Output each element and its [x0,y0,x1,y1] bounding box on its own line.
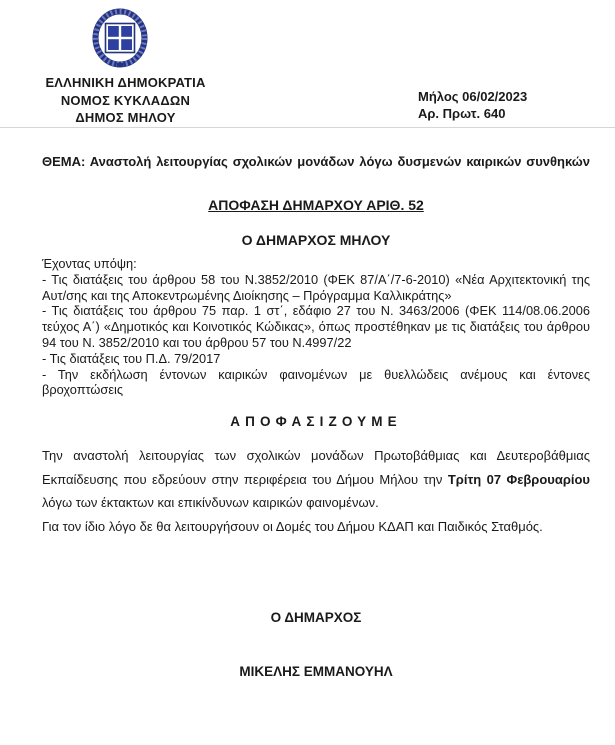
decision-paragraph-1 [42,444,590,515]
decision-date-bold: Τρίτη 07 Φεβρουαρίου [447,471,591,487]
decision-text-part1: Την αναστολή λειτουργίας των σχολικών μονάδων Πρωτοβάθμιας και Δευτεροβάθμιας Εκπαίδευσης που εδρεύουν στην περιφέρεια του Δήμου Μήλου την [42,448,590,487]
decision-text-part2: λόγω των έκτακτων και επικίνδυνων καιρικών φαινομένων. [42,495,379,510]
decision-paragraph-2: Για τον ίδιο λόγο δε θα λειτουργήσουν οι Δομές του Δήμου ΚΔΑΠ και Παιδικός Σταθμός. [42,518,543,534]
decision-body [42,444,590,538]
decide-heading: ΑΠΟΦΑΣΙΖΟΥΜΕ [230,414,402,429]
coat-of-arms-svg [92,8,148,68]
legal-basis-intro: Έχοντας υπόψη: [42,256,137,271]
issuing-authority [28,74,223,127]
header-divider [0,127,615,128]
legal-basis-item: - Την εκδήλωση έντονων καιρικών φαινομένων με θυελλώδεις ανέμους και έντονες βροχοπτώσεις [42,366,590,398]
protocol-number: Αρ. Πρωτ. 640 [418,106,506,121]
legal-basis-item: - Τις διατάξεις του άρθρου 58 του Ν.3852/2010 (ΦΕΚ 87/Α΄/7-6-2010) «Νέα Αρχιτεκτονική της Αυτ/σης και της Αποκεντρωμένης Διοίκησης – Πρόγραμμα Καλλικράτης» [42,271,590,303]
org-line-prefecture: ΝΟΜΟΣ ΚΥΚΛΑΔΩΝ [60,92,191,108]
org-line-municipality: ΔΗΜΟΣ ΜΗΛΟΥ [75,110,176,125]
legal-basis-item: - Τις διατάξεις του Π.Δ. 79/2017 [42,350,221,366]
mayor-title: Ο ΔΗΜΑΡΧΟΣ ΜΗΛΟΥ [241,232,391,248]
place-date: Μήλος 06/02/2023 [418,89,528,104]
legal-basis-item: - Τις διατάξεις του άρθρου 75 παρ. 1 στ΄, εδάφιο 27 του Ν. 3463/2006 (ΦΕΚ 114/08.06.2006 τεύχος Α΄) «Δημοτικός και Κοινοτικός Κώδικας», όπως προστέθηκαν με τις διατάξεις του άρθρου 94 του Ν. 3852/2010 και του άρθρου 57 του Ν.4997/22 [42,303,590,350]
legal-basis-section [42,256,590,398]
org-line-republic: ΕΛΛΗΝΙΚΗ ΔΗΜΟΚΡΑΤΙΑ [45,75,206,90]
signature-role: Ο ΔΗΜΑΡΧΟΣ [270,610,362,625]
decision-title: ΑΠΟΦΑΣΗ ΔΗΜΑΡΧΟΥ ΑΡΙΘ. 52 [208,197,424,213]
greek-coat-of-arms-icon [92,8,148,68]
subject-line: ΘΕΜΑ: Αναστολή λειτουργίας σχολικών μονάδων λόγω δυσμενών καιρικών συνθηκών [42,154,590,169]
document-meta [418,88,527,122]
signature-name: ΜΙΚΕΛΗΣ ΕΜΜΑΝΟΥΗΛ [239,664,393,679]
